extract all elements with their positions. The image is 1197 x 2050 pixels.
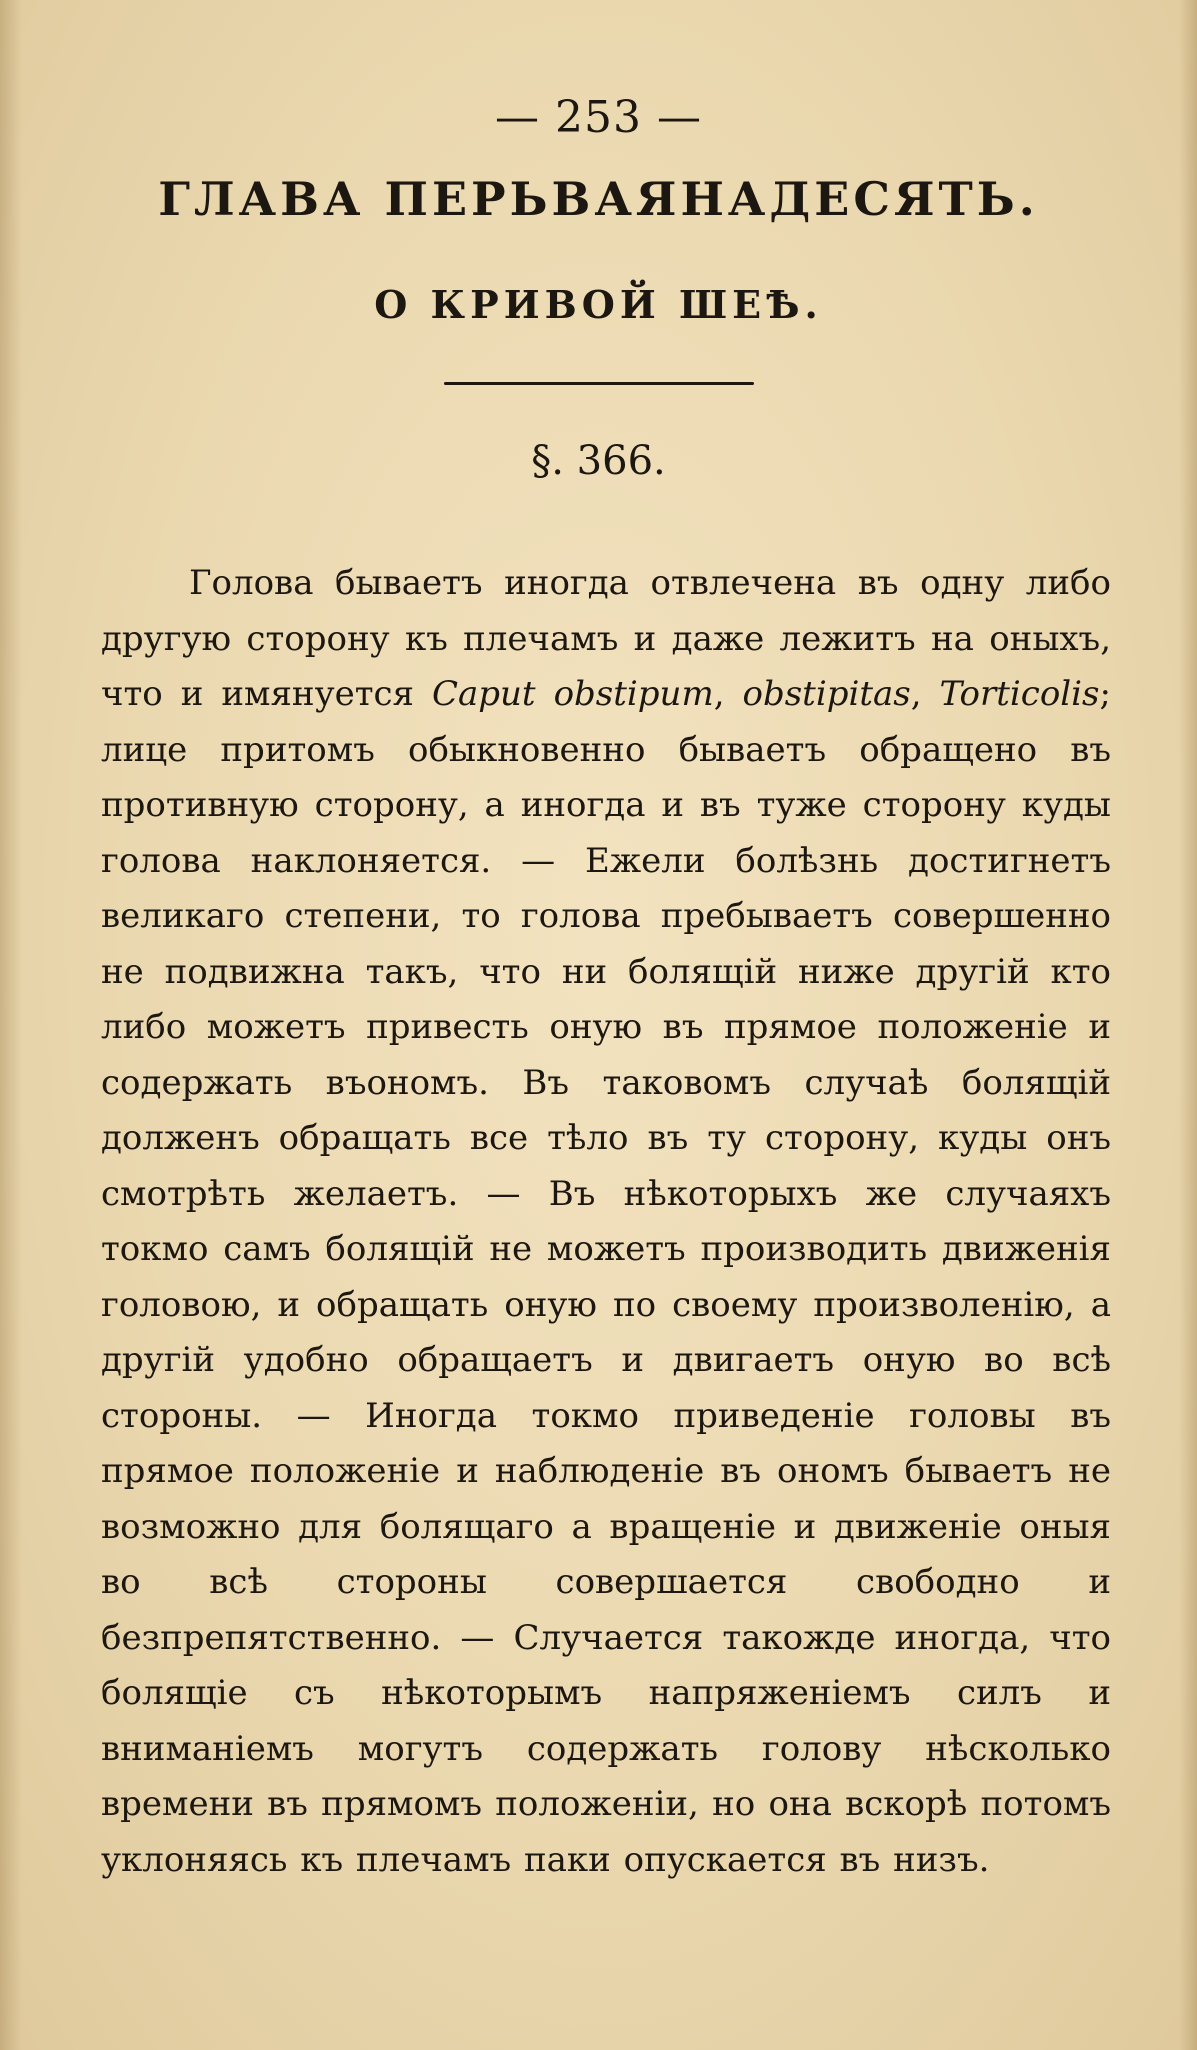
section-title: О КРИВОЙ ШЕѢ. (374, 282, 823, 327)
latin-term: Torticolis (939, 674, 1100, 714)
chapter-title: ГЛАВА ПЕРЬВАЯНАДЕСЯТЬ. (158, 172, 1039, 226)
page-number: — 253 — (495, 92, 702, 143)
body-text-segment: Голова бываетъ иногда отвлечена въ одну либо другую сторону къ плечамъ и даже лежитъ на оныхъ, что и имянуется (101, 563, 1111, 714)
body-text-separator: , (713, 674, 743, 714)
latin-term: obstipitas (742, 674, 911, 714)
paragraph-number: §. 366. (531, 438, 666, 484)
decorative-rule (444, 382, 754, 385)
body-paragraph (101, 556, 1111, 1888)
body-text-separator: , (910, 674, 940, 714)
latin-term: Caput obstipum (431, 674, 714, 714)
body-text-segment: ; лице притомъ обыкновенно бываетъ обращено въ противную сторону, а иногда и въ туже сторону куды голова наклоняется. — Ежели болѣзнь достигнетъ великаго степени, то голова пребываетъ совершенно не подвижна такъ, что ни болящій ниже другій кто либо можетъ привесть оную въ прямое положеніе и содержать въономъ. Въ таковомъ случаѣ болящій долженъ обращать все тѣло въ ту сторону, куды онъ смотрѣть желаетъ. — Въ нѣкоторыхъ же случаяхъ токмо самъ болящій не можетъ производить движенія головою, и обращать оную по своему произволенію, а другій удобно обращаетъ и двигаетъ оную во всѣ стороны. — Иногда токмо приведеніе головы въ прямое положеніе и наблюденіе въ ономъ бываетъ не возможно для болящаго а вращеніе и движеніе оныя во всѣ стороны совершается свободно и безпрепятственно. — Случается такожде иногда, что болящіе съ нѣкоторымъ напряженіемъ силъ и вниманіемъ могутъ содержать голову нѣсколько времени въ прямомъ положеніи, но она вскорѣ потомъ уклоняясь къ плечамъ паки опускается въ низъ. (101, 674, 1111, 1880)
